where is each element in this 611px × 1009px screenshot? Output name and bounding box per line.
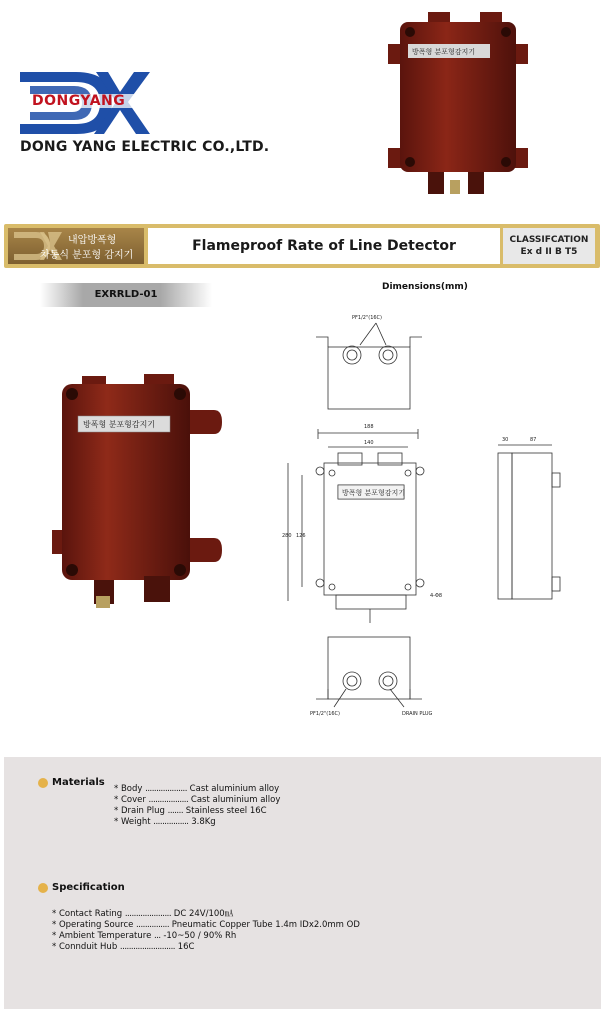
logo-wordmark: DONGYANG: [32, 93, 126, 109]
spec-dots: ...............: [136, 920, 170, 930]
product-photo: [52, 370, 222, 615]
spec-value: -10~50 / 90% Rh: [163, 931, 237, 941]
spec-key: * Ambient Temperature: [52, 931, 152, 941]
spec-key: * Connduit Hub: [52, 942, 118, 952]
drawing-dim-280: 280: [282, 533, 292, 539]
drawing-drain-plug-callout: DRAIN PLUG: [402, 711, 433, 717]
drawing-dim-87: 87: [530, 437, 537, 443]
spec-dots: ...: [154, 931, 161, 941]
classification-box: [503, 228, 595, 264]
dimensions-label: Dimensions(mm): [382, 282, 468, 292]
spec-dots: .........................: [119, 942, 175, 952]
specification-row: [52, 942, 360, 953]
spec-value: Cast aluminium alloy: [190, 795, 281, 805]
product-title: Flameproof Rate of Line Detector: [148, 228, 500, 264]
company-name: DONG YANG ELECTRIC CO.,LTD.: [20, 139, 270, 155]
spec-key: * Drain Plug: [114, 806, 165, 816]
drawing-top-callout: PF1/2"(16C): [352, 315, 382, 321]
classification-label: CLASSIFCATION: [509, 235, 589, 245]
spec-key: * Operating Source: [52, 920, 134, 930]
materials-heading: Materials: [52, 777, 105, 788]
materials-row: [114, 795, 280, 806]
spec-key: * Body: [114, 784, 143, 794]
spec-key: * Contact Rating: [52, 909, 123, 919]
specification-bullet-icon: [38, 883, 48, 893]
spec-dots: ...................: [145, 784, 187, 794]
spec-value: Stainless steel 16C: [185, 806, 267, 816]
spec-dots: .......: [167, 806, 184, 816]
specification-list: [52, 909, 360, 953]
spec-value: Cast aluminium alloy: [189, 784, 280, 794]
spec-value: 3.8Kg: [191, 817, 216, 827]
specification-row: [52, 909, 360, 920]
header-product-plate-text: 방폭형 분포형감지기: [412, 48, 476, 56]
materials-row: [114, 806, 280, 817]
drawing-plate-text: 방폭형 분포형감지기: [342, 489, 406, 497]
title-logo-korean-2: 차동식 분포형 감지기: [40, 250, 134, 261]
model-number: EXRRLD-01: [94, 289, 158, 300]
specification-row: [52, 931, 360, 942]
classification-value: Ex d II B T5: [520, 247, 578, 257]
specification-row: [52, 920, 360, 931]
spec-value: DC 24V/100㎃: [173, 909, 234, 919]
spec-key: * Cover: [114, 795, 146, 805]
spec-dots: ..................: [148, 795, 189, 805]
materials-list: [114, 784, 280, 828]
drawing-bottom-left-callout: PF1/2"(16C): [310, 711, 340, 717]
drawing-dim-188: 188: [364, 424, 374, 430]
title-logo-korean-1: 내압방폭형: [68, 235, 117, 246]
spec-dots: .....................: [124, 909, 172, 919]
materials-row: [114, 817, 280, 828]
header-product-photo: [388, 8, 528, 198]
materials-bullet-icon: [38, 778, 48, 788]
spec-key: * Weight: [114, 817, 151, 827]
drawing-dim-126: 126: [296, 533, 306, 539]
specification-heading: Specification: [52, 882, 125, 893]
product-plate-text: 방폭형 분포형감지기: [83, 420, 156, 429]
drawing-dim-30: 30: [502, 437, 509, 443]
dimension-drawing: [280, 305, 600, 725]
title-band-logo: [8, 228, 144, 264]
spec-dots: ................: [153, 817, 189, 827]
spec-value: 16C: [177, 942, 195, 952]
spec-value: Pneumatic Copper Tube 1.4m IDx2.0mm OD: [171, 920, 360, 930]
drawing-dim-140: 140: [364, 440, 374, 446]
drawing-hole-callout: 4-Φ8: [430, 593, 443, 599]
materials-row: [114, 784, 280, 795]
